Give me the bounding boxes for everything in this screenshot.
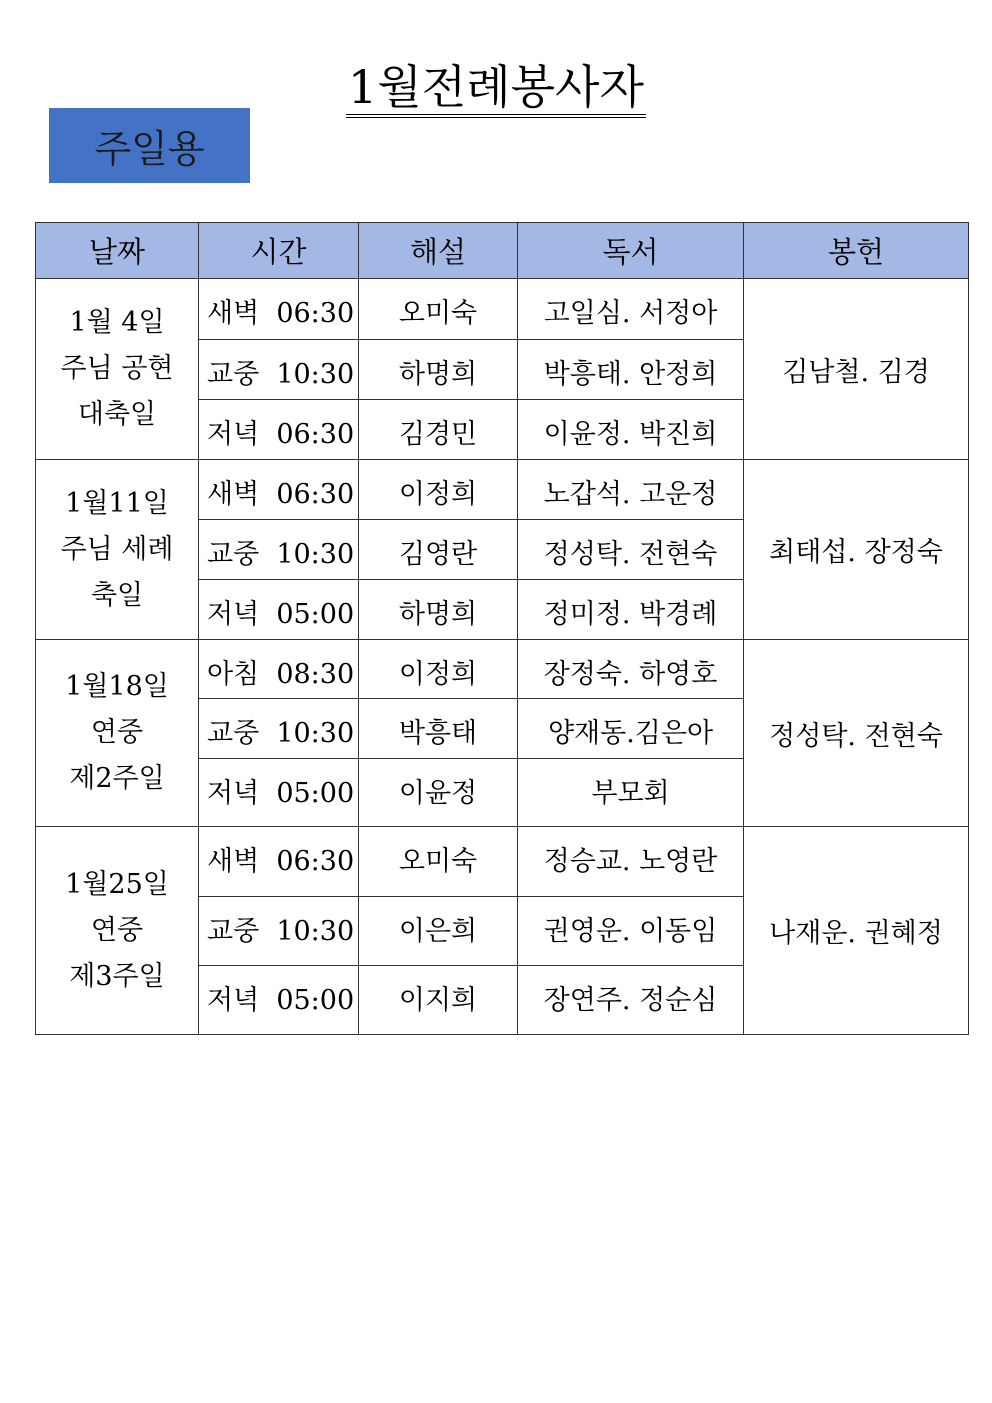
readers-cell: 권영운. 이동임 bbox=[518, 897, 744, 966]
time-cell: 저녁 05:00 bbox=[199, 966, 359, 1035]
date-cell bbox=[36, 279, 199, 460]
offering-cell: 나재운. 권혜정 bbox=[744, 827, 969, 1035]
commentator-cell: 김경민 bbox=[359, 400, 518, 460]
readers-cell: 정승교. 노영란 bbox=[518, 827, 744, 897]
time-cell: 새벽 06:30 bbox=[199, 827, 359, 897]
date-line: 제2주일 bbox=[69, 763, 165, 794]
readers-cell: 정미정. 박경례 bbox=[518, 580, 744, 640]
commentator-cell: 이정희 bbox=[359, 640, 518, 699]
time-cell: 교중 10:30 bbox=[199, 699, 359, 759]
offering-cell: 최태섭. 장정숙 bbox=[744, 460, 969, 640]
commentator-cell: 오미숙 bbox=[359, 827, 518, 897]
commentator-cell: 이은희 bbox=[359, 897, 518, 966]
date-line: 1월11일 bbox=[65, 487, 169, 519]
date-line: 주님 공현 bbox=[60, 353, 174, 384]
table-row bbox=[36, 827, 969, 897]
commentator-cell: 이정희 bbox=[359, 460, 518, 520]
commentator-cell: 이지희 bbox=[359, 966, 518, 1035]
title-text: 1월전례봉사자 bbox=[346, 60, 646, 118]
time-cell: 저녁 05:00 bbox=[199, 759, 359, 827]
commentator-cell: 박흥태 bbox=[359, 699, 518, 759]
date-line: 연중 bbox=[90, 914, 144, 946]
header-time: 시간 bbox=[199, 223, 359, 279]
offering-cell: 김남철. 김경 bbox=[744, 279, 969, 460]
readers-cell: 이윤정. 박진희 bbox=[518, 400, 744, 460]
date-cell bbox=[36, 460, 199, 640]
table-row bbox=[36, 460, 969, 520]
readers-cell: 고일심. 서정아 bbox=[518, 279, 744, 340]
date-line: 대축일 bbox=[77, 399, 157, 430]
sunday-badge: 주일용 bbox=[49, 108, 250, 183]
time-cell: 아침 08:30 bbox=[199, 640, 359, 699]
commentator-cell: 오미숙 bbox=[359, 279, 518, 340]
header-offering: 봉헌 bbox=[744, 223, 969, 279]
commentator-cell: 김영란 bbox=[359, 520, 518, 580]
offering-cell: 정성탁. 전현숙 bbox=[744, 640, 969, 827]
date-line: 연중 bbox=[90, 717, 144, 748]
time-cell: 교중 10:30 bbox=[199, 520, 359, 580]
date-line: 1월25일 bbox=[65, 868, 169, 900]
schedule-table bbox=[35, 222, 969, 1035]
time-cell: 저녁 05:00 bbox=[199, 580, 359, 640]
date-line: 1월 4일 bbox=[69, 307, 165, 338]
date-line: 1월18일 bbox=[65, 671, 169, 702]
commentator-cell: 이윤정 bbox=[359, 759, 518, 827]
table-header bbox=[36, 223, 969, 279]
date-cell bbox=[36, 827, 199, 1035]
time-cell: 교중 10:30 bbox=[199, 340, 359, 400]
readers-cell: 부모회 bbox=[518, 759, 744, 827]
date-line: 주님 세례 bbox=[60, 533, 174, 565]
readers-cell: 정성탁. 전현숙 bbox=[518, 520, 744, 580]
readers-cell: 장정숙. 하영호 bbox=[518, 640, 744, 699]
readers-cell: 장연주. 정순심 bbox=[518, 966, 744, 1035]
date-line: 제3주일 bbox=[69, 960, 165, 992]
time-cell: 새벽 06:30 bbox=[199, 279, 359, 340]
date-cell bbox=[36, 640, 199, 827]
time-cell: 교중 10:30 bbox=[199, 897, 359, 966]
commentator-cell: 하명희 bbox=[359, 340, 518, 400]
table-row bbox=[36, 279, 969, 340]
time-cell: 새벽 06:30 bbox=[199, 460, 359, 520]
header-date: 날짜 bbox=[36, 223, 199, 279]
commentator-cell: 하명희 bbox=[359, 580, 518, 640]
header-commentator: 해설 bbox=[359, 223, 518, 279]
time-cell: 저녁 06:30 bbox=[199, 400, 359, 460]
date-line: 축일 bbox=[90, 579, 144, 611]
table-row bbox=[36, 640, 969, 699]
readers-cell: 양재동.김은아 bbox=[518, 699, 744, 759]
readers-cell: 박흥태. 안정희 bbox=[518, 340, 744, 400]
readers-cell: 노갑석. 고운정 bbox=[518, 460, 744, 520]
header-reading: 독서 bbox=[518, 223, 744, 279]
